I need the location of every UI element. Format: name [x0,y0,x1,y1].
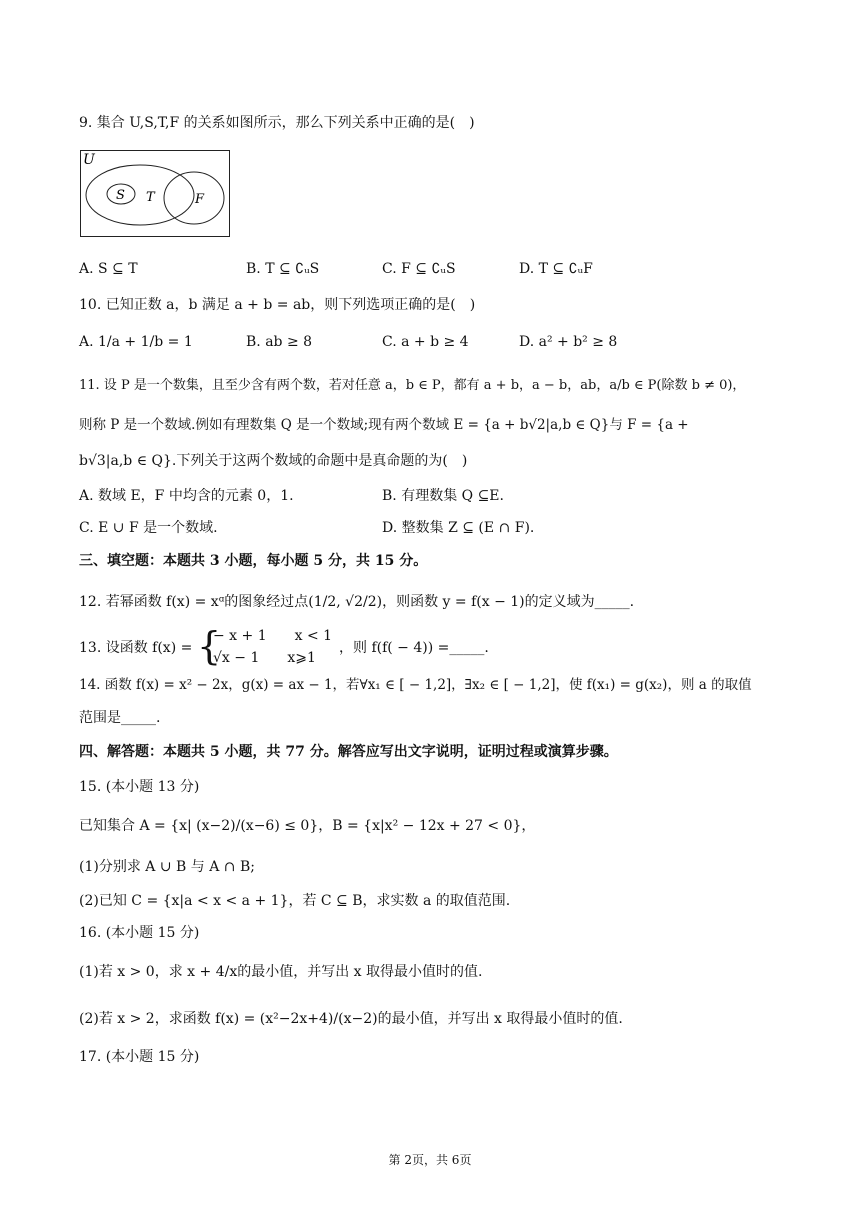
q11-line3: b√3|a,b ∈ Q}.下列关于这两个数域的命题中是真命题的为( ) [79,453,468,469]
q10-option-b: B. ab ≥ 8 [246,334,313,350]
venn-label-s: S [116,188,125,203]
venn-diagram [80,150,230,237]
q11-line2: 则称 P 是一个数域.例如有理数集 Q 是一个数域;现有两个数域 E = {a + b√2|a,b ∈ Q}与 F = {a + [79,417,689,433]
q9-option-d: D. T ⊆ ∁ᵤF [519,261,593,277]
q14-line1: 14. 函数 f(x) = x² − 2x，g(x) = ax − 1，若∀x₁ ∈ [ − 1,2]，∃x₂ ∈ [ − 1,2]，使 f(x₁) = g(x₂)，则 a 的取值 [79,677,752,693]
q10-option-a: A. 1/a + 1/b = 1 [79,334,193,350]
q16-line1: (1)若 x > 0，求 x + 4/x的最小值，并写出 x 取得最小值时的值. [79,964,483,980]
q13-case-2: √x − 1 x⩾1 [213,650,316,666]
q10-stem: 10. 已知正数 a，b 满足 a + b = ab，则下列选项正确的是( ) [79,297,476,313]
q13-lead: 13. 设函数 f(x) = [79,640,193,656]
q15-line1: 已知集合 A = {x| (x−2)/(x−6) ≤ 0}，B = {x|x² − 12x + 27 < 0}， [79,818,536,834]
q9-stem: 9. 集合 U,S,T,F 的关系如图所示，那么下列关系中正确的是( ) [79,115,475,131]
section-4-heading: 四、解答题：本题共 5 小题，共 77 分。解答应写出文字说明，证明过程或演算步骤。 [79,744,618,760]
q11-option-b: B. 有理数集 Q ⊆E. [382,488,504,504]
q9-option-b: B. T ⊆ ∁ᵤS [246,261,320,277]
q13-tail: ，则 f(f( − 4)) =_____. [339,640,489,656]
page-footer: 第 2页，共 6页 [388,1153,472,1167]
q14-line2: 范围是_____. [79,710,161,726]
q11-option-c: C. E ∪ F 是一个数域. [79,520,218,536]
q16-line2: (2)若 x > 2，求函数 f(x) = (x²−2x+4)/(x−2)的最小值，并写出 x 取得最小值时的值. [79,1011,623,1027]
q10-option-c: C. a + b ≥ 4 [382,334,469,350]
q13-case-1: − x + 1 x < 1 [213,628,333,644]
venn-label-t: T [146,190,155,205]
q11-option-a: A. 数域 E，F 中均含的元素 0，1. [79,488,294,504]
q15-title: 15. (本小题 13 分) [79,779,200,795]
q10-option-d: D. a² + b² ≥ 8 [519,334,618,350]
q9-option-a: A. S ⊆ T [79,261,138,277]
q17-title: 17. (本小题 15 分) [79,1049,200,1065]
venn-label-f: F [195,192,205,207]
set-t-circle [86,165,194,225]
q9-option-c: C. F ⊆ ∁ᵤS [382,261,456,277]
q13-brace: { [197,624,222,668]
q11-line1: 11. 设 P 是一个数集，且至少含有两个数，若对任意 a，b ∈ P，都有 a + b，a − b，ab，a/b ∈ P(除数 b ≠ 0)， [79,378,746,393]
q12-stem: 12. 若幂函数 f(x) = xᵅ的图象经过点(1/2, √2/2)，则函数 y = f(x − 1)的定义域为_____. [79,594,635,610]
q16-title: 16. (本小题 15 分) [79,925,200,941]
q15-line2: (1)分别求 A ∪ B 与 A ∩ B; [79,859,255,875]
q13 [79,626,639,670]
venn-label-u: U [83,152,95,168]
q11-option-d: D. 整数集 Z ⊆ (E ∩ F). [382,520,535,536]
section-3-heading: 三、填空题：本题共 3 小题，每小题 5 分，共 15 分。 [79,553,428,569]
q15-line3: (2)已知 C = {x|a < x < a + 1}，若 C ⊆ B，求实数 a 的取值范围. [79,893,511,909]
